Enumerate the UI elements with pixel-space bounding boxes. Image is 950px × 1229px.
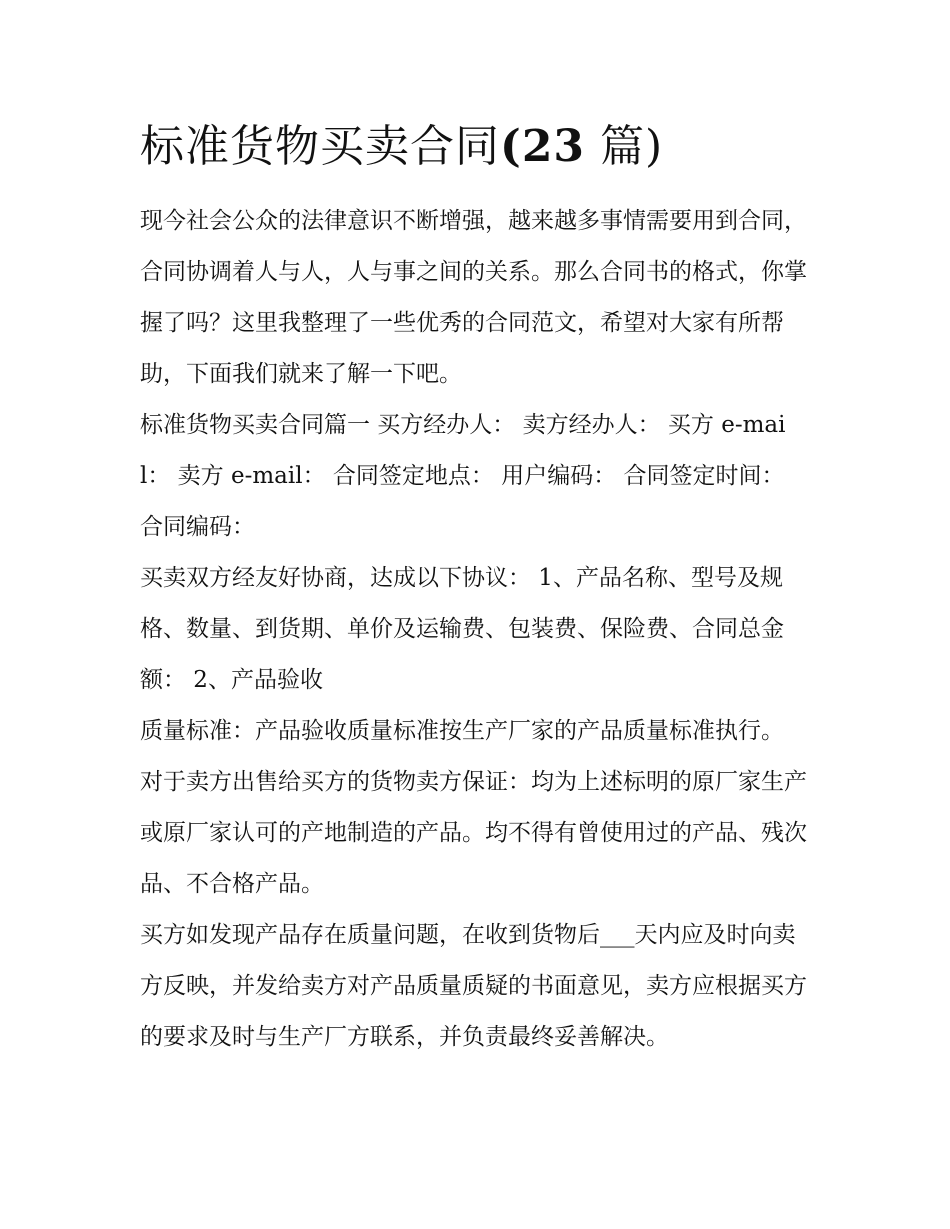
seller-guarantee-paragraph: 对于卖方出售给买方的货物卖方保证：均为上述标明的原厂家生产或原厂家认可的产地制造的产品。均不得有曾使用过的产品、残次品、不合格产品。 bbox=[140, 769, 807, 897]
title-text: 标准货物买卖合同 bbox=[140, 121, 500, 172]
title-suffix: 篇) bbox=[600, 121, 664, 172]
quality-standard-paragraph: 质量标准：产品验收质量标准按生产厂家的产品质量标准执行。 bbox=[140, 718, 784, 744]
document-page bbox=[140, 112, 812, 1063]
agreement-paragraph: 买卖双方经友好协商，达成以下协议： 1、产品名称、型号及规格、数量、到货期、单价及运输费、包装费、保险费、合同总金额： 2、产品验收 bbox=[140, 565, 784, 693]
intro-paragraph: 现今社会公众的法律意识不断增强，越来越多事情需要用到合同，合同协调着人与人，人与事之间的关系。那么合同书的格式，你掌握了吗？这里我整理了一些优秀的合同范文，希望对大家有所帮助，下面我们就来了解一下吧。 bbox=[140, 208, 807, 387]
quality-issue-paragraph: 买方如发现产品存在质量问题，在收到货物后___天内应及时向卖方反映，并发给卖方对产品质量质疑的书面意见，卖方应根据买方的要求及时与生产厂方联系，并负责最终妥善解决。 bbox=[140, 922, 807, 1050]
contract-header-paragraph: 标准货物买卖合同篇一 买方经办人： 卖方经办人： 买方 e-mail： 卖方 e-mail： 合同签定地点： 用户编码： 合同签定时间： 合同编码： bbox=[140, 412, 786, 540]
document-title bbox=[140, 112, 812, 182]
title-count: (23 bbox=[500, 121, 586, 172]
